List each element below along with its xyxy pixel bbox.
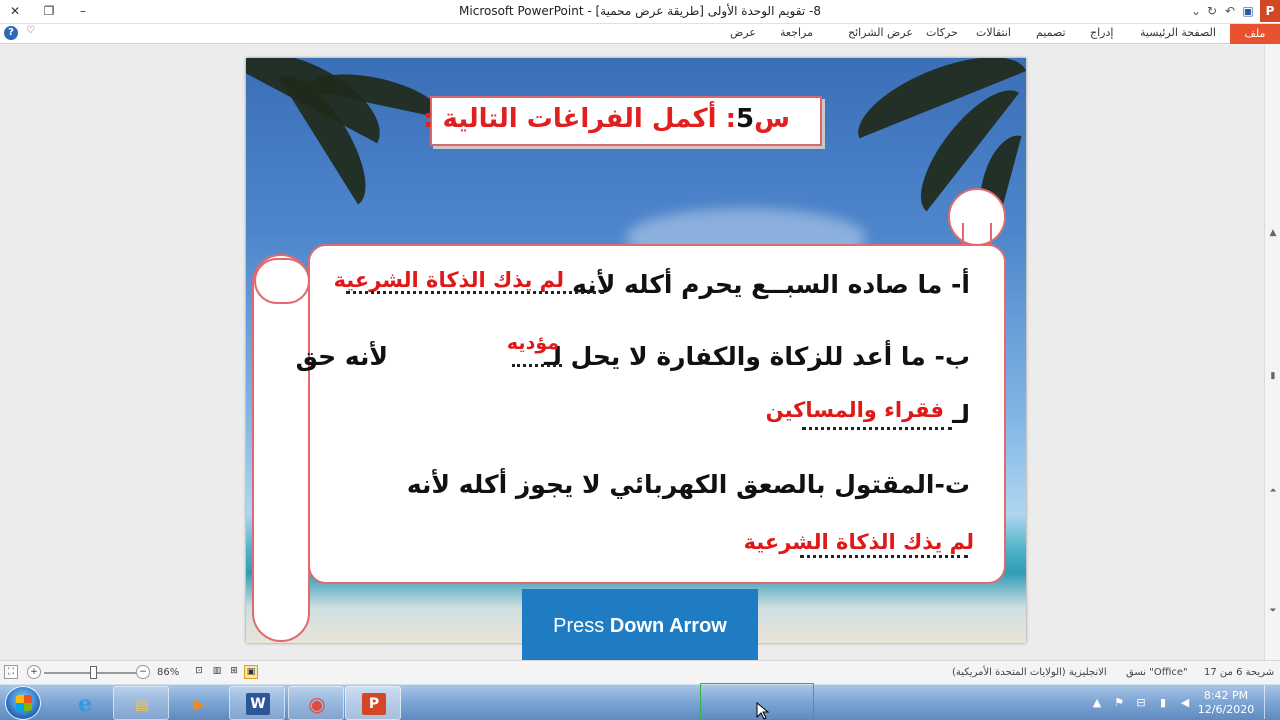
scroll-up-icon[interactable]: ▲	[1269, 228, 1277, 238]
normal-view-icon[interactable]: ▣	[244, 665, 258, 679]
slide-canvas	[246, 58, 1026, 643]
undo-icon[interactable]: ↶	[1224, 4, 1236, 18]
tab-home[interactable]: الصفحة الرئيسية	[1140, 26, 1216, 39]
mouse-cursor-icon	[756, 702, 770, 720]
scroll-prev-icon[interactable]: ⏶	[1269, 486, 1277, 496]
tab-file[interactable]: ملف	[1230, 24, 1280, 44]
tab-review[interactable]: مراجعة	[780, 26, 814, 39]
clock-date: 12/6/2020	[1197, 703, 1255, 716]
chrome-icon: ◉	[308, 692, 326, 716]
redo-icon[interactable]: ↻	[1206, 4, 1218, 18]
folder-icon: ▤	[134, 695, 150, 713]
tab-transitions[interactable]: انتقالات	[976, 26, 1011, 39]
word-icon: W	[246, 693, 270, 715]
line-a-text: أ- ما صاده السبــع يحرم أكله لأنه	[572, 270, 970, 299]
start-button[interactable]	[5, 686, 41, 720]
question-text: : أكمل الفراغات التالية :	[423, 104, 737, 134]
windows-logo-icon	[16, 695, 32, 711]
customize-qat-icon[interactable]: ⌄	[1190, 4, 1202, 18]
scroll-thumb[interactable]: ▮	[1270, 371, 1276, 381]
taskbar-app-word[interactable]	[229, 686, 285, 720]
powerpoint-icon: P	[362, 693, 386, 715]
tab-insert[interactable]: إدراج	[1090, 26, 1114, 39]
taskbar-app-file-explorer[interactable]	[113, 686, 169, 720]
status-bar	[0, 660, 1280, 684]
tab-design[interactable]: تصميم	[1036, 26, 1066, 39]
line-c-text: ت-المقتول بالصعق الكهربائي لا يجوز أكله لأنه	[406, 470, 970, 499]
question-prefix: س	[754, 104, 790, 134]
zoom-slider-thumb[interactable]	[90, 666, 97, 679]
title-bar	[0, 0, 1280, 24]
answer-b1: مؤديه	[506, 332, 559, 354]
network-icon[interactable]: ⊟	[1136, 696, 1146, 709]
fit-to-window-icon[interactable]: ⛶	[4, 665, 18, 679]
question-number: 5	[736, 104, 755, 134]
answer-b2: فقراء والمساكين	[765, 398, 944, 422]
show-desktop-button[interactable]	[1264, 685, 1278, 719]
media-player-icon: ▶	[193, 695, 205, 713]
internet-explorer-icon: e	[78, 691, 92, 717]
question-title-box[interactable]	[423, 96, 822, 146]
taskbar-app-powerpoint[interactable]	[345, 686, 401, 720]
tab-slideshow[interactable]: عرض الشرائح	[848, 26, 913, 39]
answer-a: لم يذك الذكاة الشرعية	[333, 268, 564, 292]
blank-dots-b2	[802, 427, 952, 430]
blank-dots-c	[800, 555, 968, 558]
scroll-left-curl	[254, 258, 310, 304]
restore-icon[interactable]: ❐	[43, 4, 55, 18]
window-title: 8- تقويم الوحدة الأولى [طريقة عرض محمية] - Microsoft PowerPoint	[459, 4, 821, 18]
blank-dots-b1	[512, 364, 562, 367]
vertical-scrollbar[interactable]	[1264, 45, 1280, 660]
scroll-right-curl	[962, 223, 992, 245]
answer-c: لم يذك الذكاة الشرعية	[743, 530, 974, 554]
help-icon[interactable]: ?	[4, 26, 18, 40]
reading-view-icon[interactable]: ▥	[212, 666, 222, 676]
taskbar-app-chrome[interactable]	[288, 686, 344, 720]
taskbar	[0, 684, 1280, 720]
volume-icon[interactable]: ◀	[1180, 696, 1190, 709]
clock[interactable]	[1196, 689, 1256, 717]
line-b1-tail: لأنه حق	[295, 342, 388, 371]
zoom-level[interactable]: 86%	[157, 667, 180, 678]
zoom-in-icon[interactable]: +	[27, 665, 41, 679]
zoom-out-icon[interactable]: −	[136, 665, 150, 679]
ribbon-tabs	[0, 24, 1280, 44]
close-icon[interactable]: ✕	[9, 4, 21, 18]
keypress-callout	[522, 589, 758, 661]
slide-sorter-icon[interactable]: ⊞	[230, 666, 238, 676]
question-title	[423, 104, 790, 134]
callout-text-prefix: Press	[553, 615, 610, 637]
slideshow-view-icon[interactable]: ⊡	[195, 666, 203, 676]
callout-text	[522, 615, 758, 638]
taskbar-app-internet-explorer[interactable]	[56, 686, 112, 720]
action-center-icon[interactable]: ⚑	[1114, 696, 1124, 709]
blank-dots-a	[346, 291, 604, 294]
ribbon-collapse-icon[interactable]: ♡	[26, 25, 35, 36]
tab-animations[interactable]: حركات	[926, 26, 958, 39]
line-b1-text: ب- ما أعد للزكاة والكفارة لا يحل لـ	[543, 342, 970, 371]
show-hidden-icons[interactable]: ▲	[1092, 696, 1102, 709]
tab-view[interactable]: عرض	[730, 26, 756, 39]
taskbar-app-media-player[interactable]	[170, 686, 226, 720]
callout-text-key: Down Arrow	[609, 615, 727, 637]
scroll-next-icon[interactable]: ⏷	[1269, 606, 1277, 616]
language-status[interactable]: الانجليزية (الولايات المتحدة الأمريكية)	[952, 667, 1107, 678]
signal-icon[interactable]: ▮	[1159, 696, 1167, 709]
line-b2-prefix: لـ	[952, 400, 970, 429]
slide-number-status: شريحة 6 من 17	[1204, 667, 1275, 678]
clock-time: 8:42 PM	[1203, 689, 1249, 702]
theme-status: "Office" نسق	[1126, 667, 1188, 678]
powerpoint-app-icon[interactable]: P	[1260, 0, 1280, 22]
save-icon[interactable]: ▣	[1242, 4, 1254, 18]
scroll-left-roll	[252, 254, 310, 642]
minimize-icon[interactable]: –	[80, 4, 86, 18]
